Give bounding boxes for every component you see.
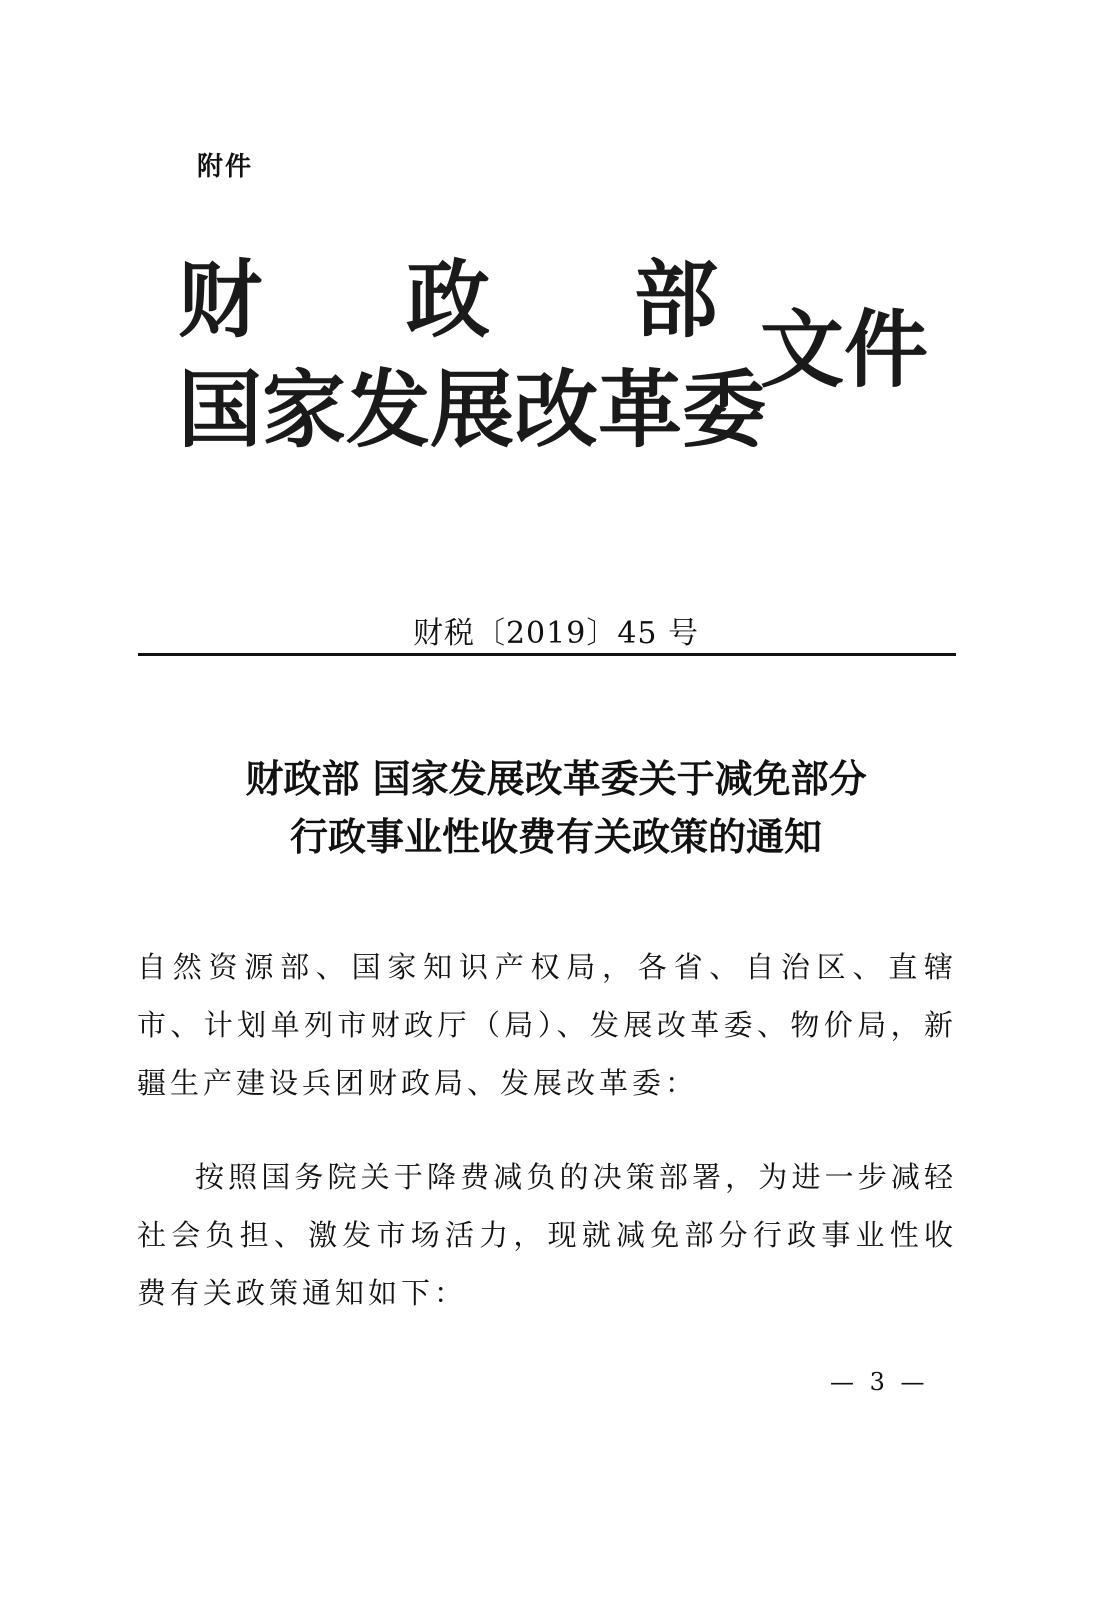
page-number: — 3 — [830, 1368, 929, 1396]
recipients-paragraph: 自然资源部、国家知识产权局，各省、自治区、直辖市、计划单列市财政厅（局）、发展改革委、物价局，新疆生产建设兵团财政局、发展改革委： [137, 950, 957, 1100]
notice-title-line-1: 财政部 国家发展改革委关于减免部分 [245, 756, 867, 801]
header-divider [138, 653, 956, 656]
document-number: 财税〔2019〕45 号 [412, 616, 700, 651]
notice-title-line-2: 行政事业性收费有关政策的通知 [289, 814, 822, 859]
issuer-line-1 [178, 250, 718, 349]
issuer-line-2: 国家发展改革委 [178, 360, 767, 459]
document-type: 文件 [760, 300, 929, 399]
attachment-label: 附件 [197, 152, 254, 182]
issuer-char: 部 [633, 250, 718, 349]
issuer-char: 财 [178, 250, 263, 349]
body-paragraph: 按照国务院关于降费减负的决策部署，为进一步减轻社会负担、激发市场活力，现就减免部分行政事业性收费有关政策通知如下： [137, 1160, 957, 1310]
issuer-char: 政 [405, 250, 490, 349]
